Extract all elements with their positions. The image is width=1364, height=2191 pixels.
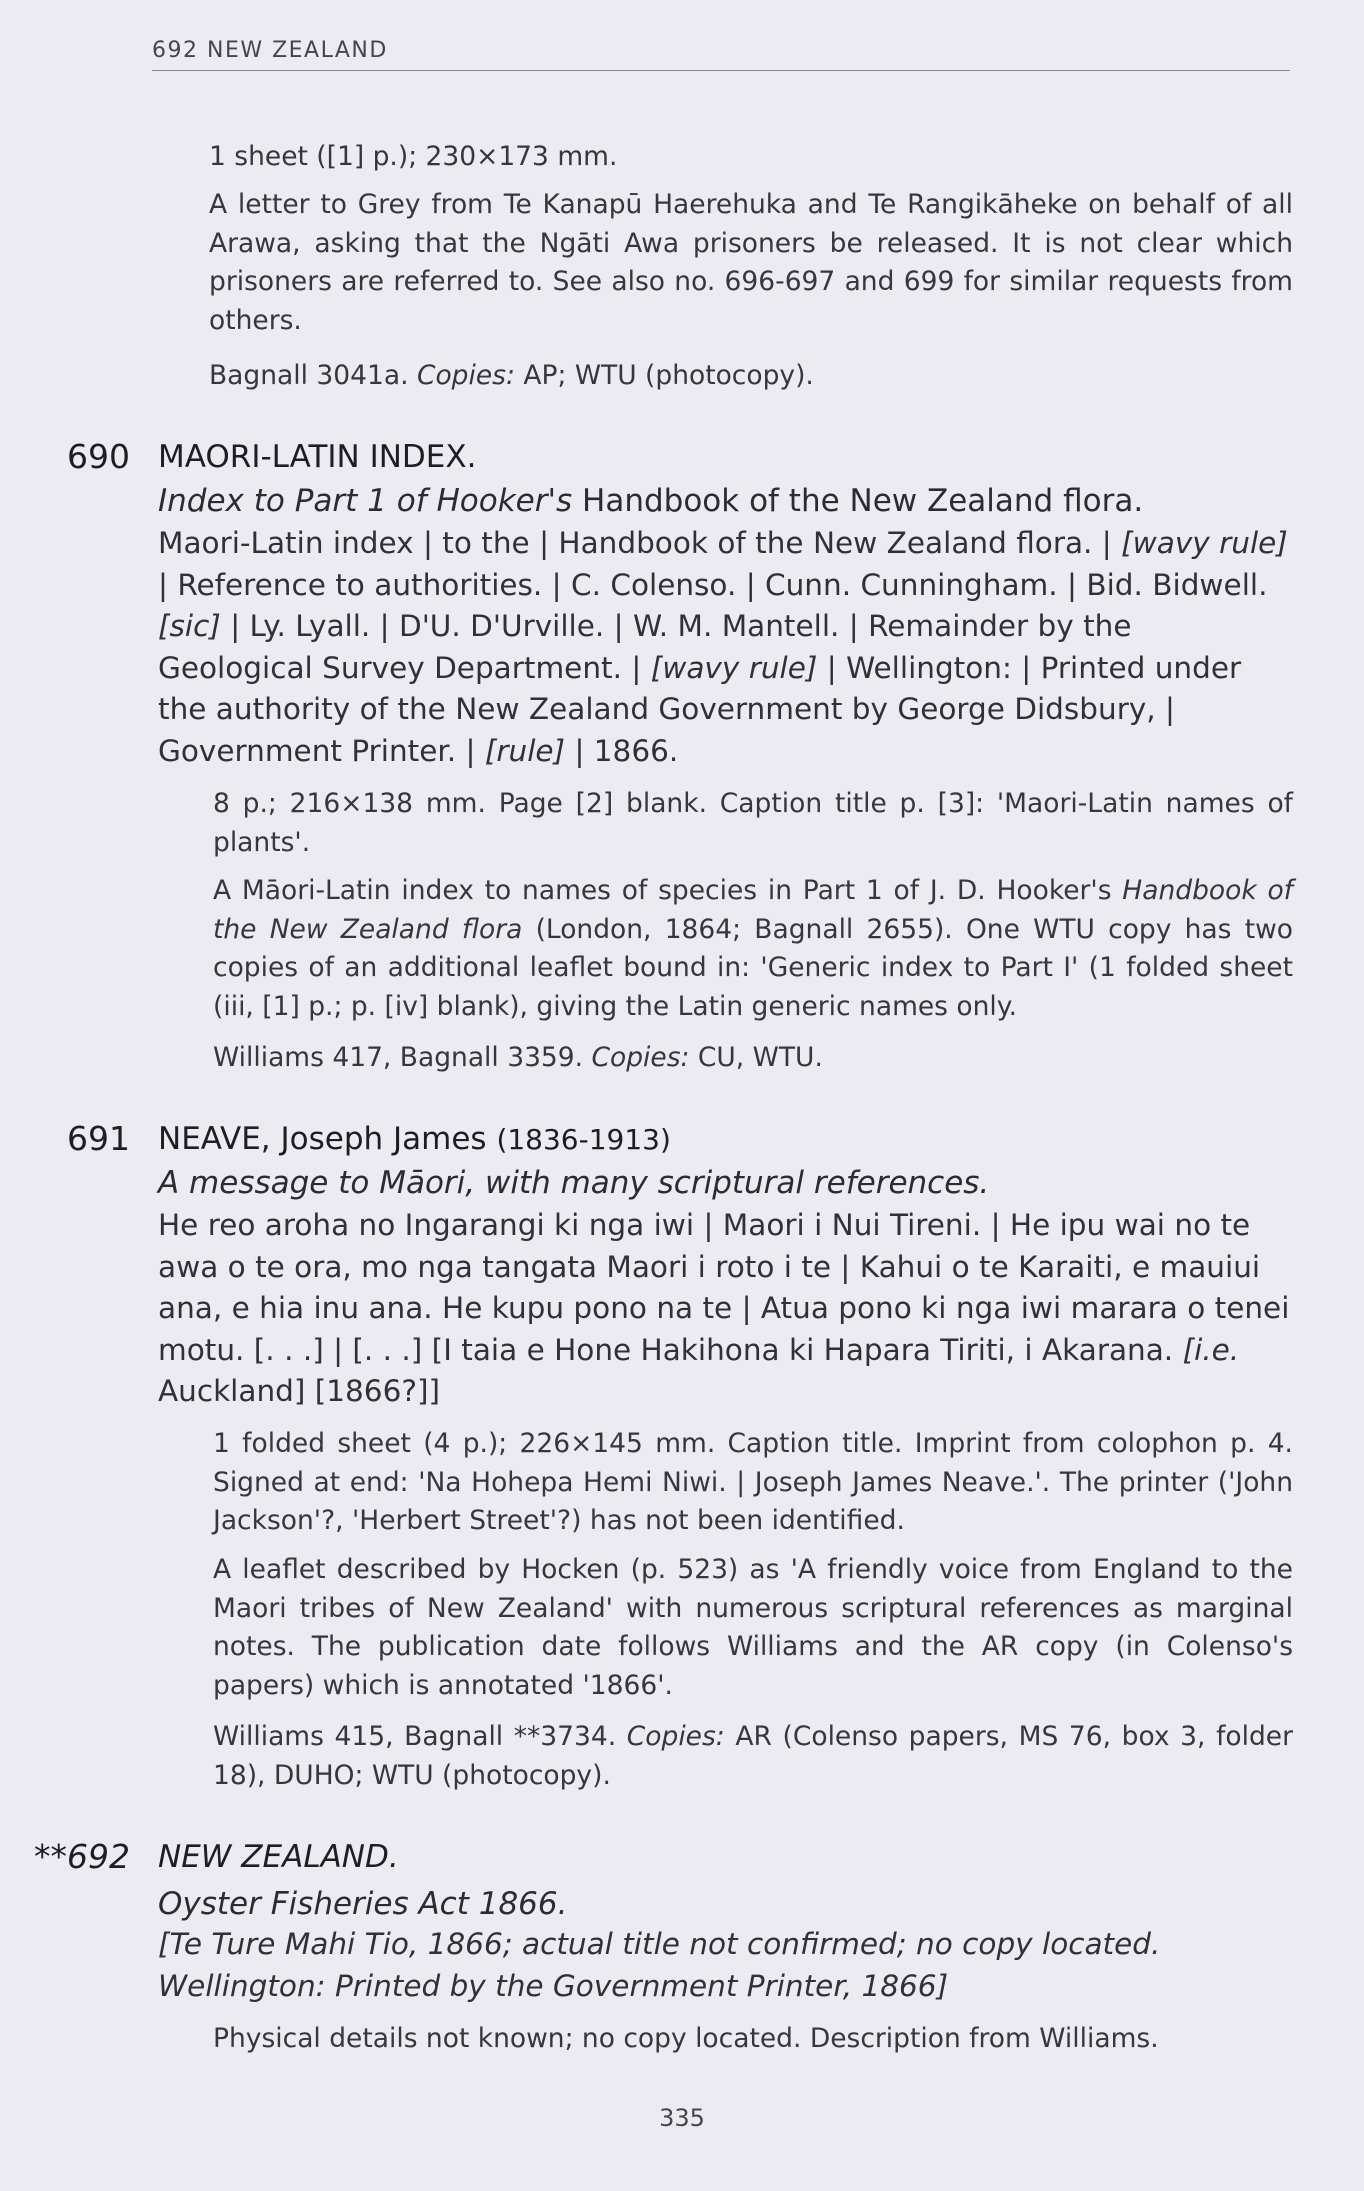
entry-heading: NEW ZEALAND. xyxy=(158,1839,399,1875)
note-text: A Māori-Latin index to names of species in Part 1 of J. D. Hooker's xyxy=(213,875,1112,906)
author-name: NEAVE, Joseph James xyxy=(158,1121,487,1157)
uniform-title-italic: A message to Māori, with many scriptural references. xyxy=(158,1165,990,1201)
uniform-title-rest: Handbook of the New Zealand flora. xyxy=(582,483,1144,519)
entry-heading xyxy=(158,1118,1293,1161)
title-page-transcription xyxy=(158,523,1293,772)
tp-text: Wellington: Printed by the Government Printer, 1866] xyxy=(158,1968,949,2003)
references: Bagnall 3041a. xyxy=(209,360,409,391)
physical-description: Physical details not known; no copy located. Description from Williams. xyxy=(213,2023,1159,2054)
tp-editorial: [sic] xyxy=(158,609,221,643)
references: Williams 417, Bagnall 3359. xyxy=(213,1042,584,1073)
tp-editorial: [rule] xyxy=(484,733,566,768)
tp-text: Maori-Latin index | to the | Handbook of the New Zealand flora. | xyxy=(158,526,1112,560)
physical-description: 1 folded sheet (4 p.); 226×145 mm. Caption title. Imprint from colophon p. 4. Signed at end: 'Na Hohepa Hemi Niwi. | Joseph James Neave.'. The printer ('John Jackson'?, 'Herbert Street'?) has not been identified. xyxy=(213,1428,1293,1536)
copies-label: Copies: xyxy=(626,1721,725,1752)
note-title-italic: Handbook of the New Zealand flora xyxy=(213,875,1293,945)
uniform-title xyxy=(158,480,1293,522)
tp-text: | 1866. xyxy=(574,733,679,768)
physical-description: 1 sheet ([1] p.); 230×173 mm. xyxy=(209,141,618,172)
copies: AR (Colenso papers, MS 76, box 3, folder 18), DUHO; WTU (photocopy). xyxy=(213,1721,1293,1791)
entry-number: 690 xyxy=(67,437,130,476)
tp-text: | Reference to authorities. | C. Colenso. | Cunn. Cunningham. | Bid. Bidwell. xyxy=(158,567,1268,602)
entry-number: 691 xyxy=(67,1119,130,1158)
entry-note: A letter to Grey from Te Kanapū Haerehuka and Te Rangikāheke on behalf of all Arawa, asking that the Ngāti Awa prisoners be released. It is not clear which prisoners are referred to. See also no. 696-697 and 699 for similar requests from others. xyxy=(209,189,1293,336)
tp-text: | Ly. Lyall. | D'U. D'Urville. | W. M. Mantell. | Remainder by the Geological Survey Department. | xyxy=(158,609,1132,685)
tp-editorial: [i.e. xyxy=(1182,1332,1240,1367)
title-page-transcription xyxy=(158,1924,1293,2007)
copies-label: Copies: xyxy=(591,1042,690,1073)
references-line xyxy=(213,1039,1293,1078)
uniform-title xyxy=(158,1162,1293,1204)
entry-note xyxy=(213,872,1293,1026)
tp-text: [Te Ture Mahi Tio, 1866; actual title not confirmed; no copy located. xyxy=(158,1927,1161,1961)
note-text: (London, 1864; Bagnall 2655). One WTU copy has two copies of an additional leaflet bound in: 'Generic index to Part I' (1 folded sheet (iii, [1] p.; p. [iv] blank), giving the Latin generic names only. xyxy=(213,913,1293,1022)
tp-text: He reo aroha no Ingarangi ki nga iwi | Maori i Nui Tireni. | He ipu wai no te awa o te ora, mo nga tangata Maori i roto i te | Kahui o te Karaiti, e mauiui ana, e hia inu ana. He kupu pono na te | Atua pono ki nga iwi marara o tenei motu. [. . .] | [. . .] [I taia e Hone Hakihona ki Hapara Tiriti, i Akarana. xyxy=(158,1208,1290,1367)
tp-text: Auckland] [1866?]] xyxy=(158,1374,441,1408)
entry-note: A leaflet described by Hocken (p. 523) as 'A friendly voice from England to the Maori tribes of New Zealand' with numerous scriptural references as marginal notes. The publication date follows Williams and the AR copy (in Colenso's papers) which is annotated '1866'. xyxy=(213,1554,1293,1701)
uniform-title: Oyster Fisheries Act 1866. xyxy=(158,1886,568,1922)
tp-editorial: [wavy rule] xyxy=(1121,526,1288,560)
physical-description: 8 p.; 216×138 mm. Page [2] blank. Caption title p. [3]: 'Maori-Latin names of plants'. xyxy=(213,788,1293,858)
page-number: 335 xyxy=(659,2104,705,2132)
entry-heading: MAORI-LATIN INDEX. xyxy=(158,439,477,475)
author-dates: (1836-1913) xyxy=(496,1123,671,1156)
copies: CU, WTU. xyxy=(697,1042,823,1073)
references: Williams 415, Bagnall **3734. xyxy=(213,1721,617,1752)
tp-editorial: [wavy rule] xyxy=(650,650,818,685)
running-header: 692 NEW ZEALAND xyxy=(152,36,1290,71)
copies: AP; WTU (photocopy). xyxy=(523,360,814,391)
references-line xyxy=(209,357,1293,396)
entry-number: **692 xyxy=(34,1837,130,1876)
title-page-transcription xyxy=(158,1205,1293,1413)
tp-text: | Wellington: | Printed under the authority of the New Zealand Government by George Didsbury, | Government Printer. | xyxy=(158,650,1242,768)
uniform-title-italic: Index to Part 1 of Hooker's xyxy=(158,483,573,519)
references-line xyxy=(213,1718,1293,1795)
copies-label: Copies: xyxy=(416,360,515,391)
